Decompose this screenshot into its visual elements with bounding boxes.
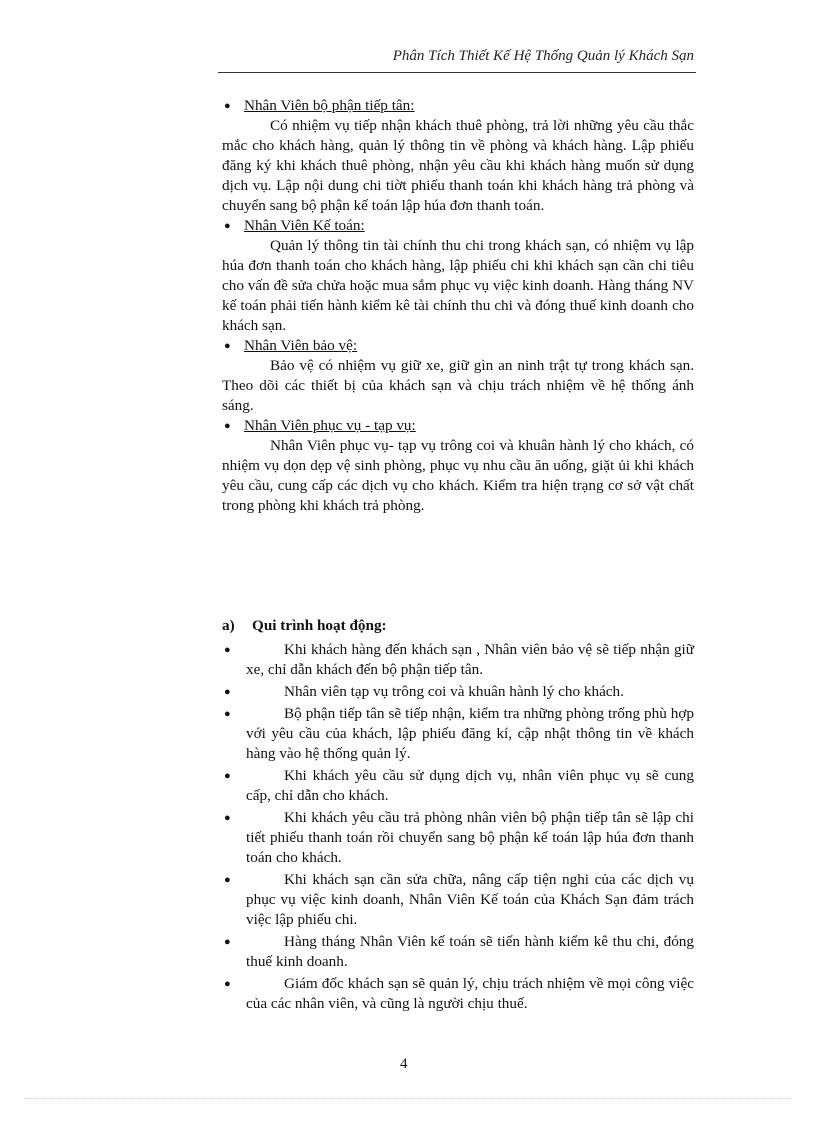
process-heading xyxy=(222,617,387,635)
bullet-icon: ● xyxy=(224,686,231,698)
role-block xyxy=(220,216,694,336)
bullet-icon: ● xyxy=(224,340,231,352)
process-step: ● Khi khách yêu cầu trả phòng nhân viên bộ phận tiếp tân sẽ lập chi tiết phiếu thanh toán rồi chuyển sang bộ phận kế toán lập húa đơn thanh toán cho khách. xyxy=(224,809,694,866)
bullet-icon: ● xyxy=(224,644,231,656)
role-title: Nhân Viên bộ phận tiếp tân: xyxy=(244,97,415,114)
role-description: Nhân Viên phục vụ- tạp vụ trông coi và khuân hành lý cho khách, có nhiệm vụ dọn dẹp vệ sinh phòng, phục vụ nhu cầu ăn uống, giặt ủi khi khách yêu cầu, cung cấp các dịch vụ cho khách. Kiểm tra hiện trạng cơ sở vật chất trong phòng khi khách trả phòng. xyxy=(222,437,694,514)
process-heading-text: Qui trình hoạt động: xyxy=(252,617,387,634)
bullet-icon: ● xyxy=(224,978,231,990)
page-header-title: Phân Tích Thiết Kế Hệ Thống Quản lý Khách Sạn xyxy=(392,48,694,64)
process-step: ● Khi khách sạn cần sửa chữa, nâng cấp tiện nghi của các dịch vụ phục vụ việc kinh doanh, Nhân Viên Kế toán của Khách Sạn đảm trách việc lập phiếu chi. xyxy=(224,871,694,928)
process-steps-list xyxy=(222,640,694,1016)
header-rule xyxy=(218,72,696,73)
bullet-icon: ● xyxy=(224,220,231,232)
role-title: Nhân Viên phục vụ - tạp vụ: xyxy=(244,417,416,434)
role-block xyxy=(220,336,694,416)
process-step: ● Bộ phận tiếp tân sẽ tiếp nhận, kiểm tra những phòng trống phù hợp với yêu cầu của khách, lập phiếu đăng kí, cập nhật thông tin về khách hàng vào hệ thống quản lý. xyxy=(224,705,694,762)
bullet-icon: ● xyxy=(224,812,231,824)
role-description: Quản lý thông tin tài chính thu chi trong khách sạn, có nhiệm vụ lập húa đơn thanh toán cho khách hàng, lập phiếu chi khi khách sạn cần chi tiêu cho vấn đề sửa chửa hoặc mua sắm phục vụ việc kinh doanh. Hàng tháng NV kế toán phải tiến hành kiểm kê tài chính thu chi và đóng thuế kinh doanh cho khách sạn. xyxy=(222,237,694,334)
role-title: Nhân Viên bảo vệ: xyxy=(244,337,358,354)
bullet-icon: ● xyxy=(224,936,231,948)
process-step: ● Giám đốc khách sạn sẽ quản lý, chịu trách nhiệm về mọi công việc của các nhân viên, và cũng là người chịu thuế. xyxy=(224,975,694,1012)
page-number: 4 xyxy=(400,1056,408,1072)
role-description: Bảo vệ có nhiệm vụ giữ xe, giữ gìn an ninh trật tự trong khách sạn. Theo dõi các thiết bị của khách sạn và chịu trách nhiệm về hệ thống ánh sáng. xyxy=(222,357,694,414)
process-step: ● Nhân viên tạp vụ trông coi và khuân hành lý cho khách. xyxy=(224,683,624,700)
role-title: Nhân Viên Kế toán: xyxy=(244,217,365,234)
process-step: ● Khi khách hàng đến khách sạn , Nhân viên bảo vệ sẽ tiếp nhận giữ xe, chỉ dẫn khách đến bộ phận tiếp tân. xyxy=(224,641,694,678)
process-label: a) xyxy=(222,617,235,634)
process-step: ● Hàng tháng Nhân Viên kế toán sẽ tiến hành kiểm kê thu chi, đóng thuế kinh doanh. xyxy=(224,933,694,970)
process-step: ● Khi khách yêu cầu sử dụng dịch vụ, nhân viên phục vụ sẽ cung cấp, chỉ dẫn cho khách. xyxy=(224,767,694,804)
bullet-icon: ● xyxy=(224,100,231,112)
staff-roles-section xyxy=(220,96,694,516)
role-block xyxy=(220,96,694,216)
bullet-icon: ● xyxy=(224,874,231,886)
bullet-icon: ● xyxy=(224,770,231,782)
footer-rule xyxy=(24,1098,792,1099)
bullet-icon: ● xyxy=(224,420,231,432)
role-block xyxy=(220,416,694,516)
bullet-icon: ● xyxy=(224,708,231,720)
role-description: Có nhiệm vụ tiếp nhận khách thuê phòng, trả lời những yêu cầu thắc mắc cho khách hàng, quản lý thông tin về phòng và khách hàng. Lập phiếu đăng ký khi khách thuê phòng, nhận yêu cầu khi khách hàng muốn sử dụng dịch vụ. Lập nội dung chi tiờt phiếu thanh toán khi khách hàng trả phòng và chuyển sang bộ phận kế toán lập húa đơn thanh toán. xyxy=(222,117,694,214)
